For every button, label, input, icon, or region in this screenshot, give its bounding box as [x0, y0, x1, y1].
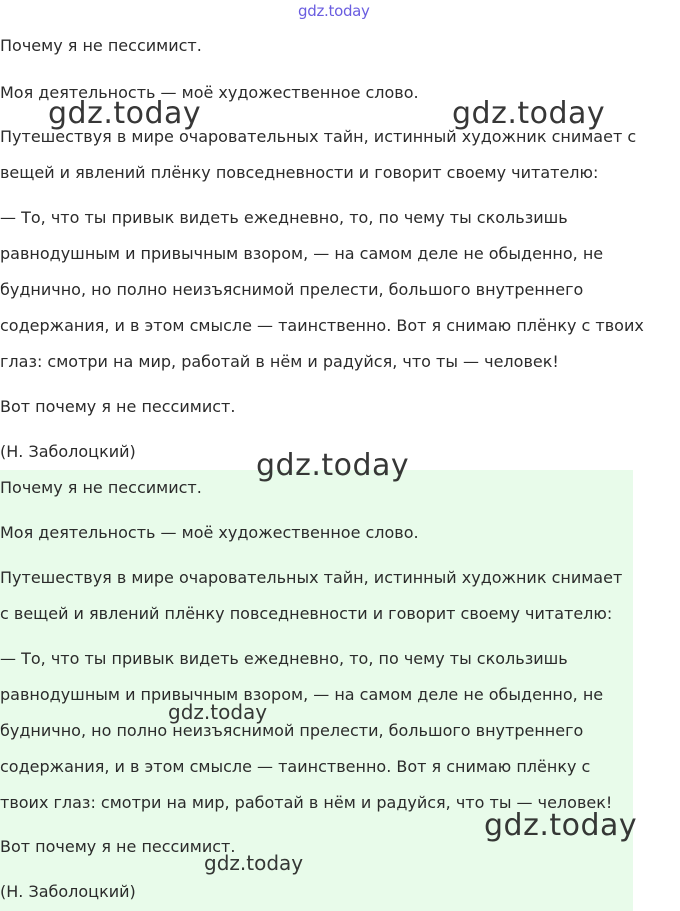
text-line: с вещей и явлений плёнку повседневности и говорит своему читателю: — [0, 604, 613, 623]
text-line: Вот почему я не пессимист. — [0, 837, 236, 856]
watermark: gdz.today — [204, 851, 304, 875]
text-line: буднично, но полно неизъяснимой прелести, большого внутреннего — [0, 280, 584, 299]
text-line: вещей и явлений плёнку повседневности и говорит своему читателю: — [0, 163, 599, 182]
text-line: Вот почему я не пессимист. — [0, 397, 236, 416]
text-line: равнодушным и привычным взором, — на самом деле не обыденно, не — [0, 244, 604, 263]
text-line: глаз: смотри на мир, работай в нём и радуйся, что ты — человек! — [0, 352, 559, 371]
text-line: содержания, и в этом смысле — таинственно. Вот я снимаю плёнку с — [0, 757, 591, 776]
text-line: Моя деятельность — моё художественное слово. — [0, 523, 419, 542]
text-line: Почему я не пессимист. — [0, 478, 202, 497]
text-line: Почему я не пессимист. — [0, 36, 202, 55]
text-line: — То, что ты привык видеть ежедневно, то, по чему ты скользишь — [0, 649, 568, 668]
author-line: (Н. Заболоцкий) — [0, 442, 136, 461]
text-line: содержания, и в этом смысле — таинственно. Вот я снимаю плёнку с твоих — [0, 316, 644, 335]
text-line: Путешествуя в мире очаровательных тайн, истинный художник снимает с — [0, 127, 637, 146]
text-line: равнодушным и привычным взором, — на самом деле не обыденно, не — [0, 685, 604, 704]
text-line: Моя деятельность — моё художественное слово. — [0, 83, 419, 102]
text-line: Путешествуя в мире очаровательных тайн, истинный художник снимает — [0, 568, 623, 587]
author-line: (Н. Заболоцкий) — [0, 882, 136, 901]
text-line: — То, что ты привык видеть ежедневно, то, по чему ты скользишь — [0, 208, 568, 227]
watermark: gdz.today — [256, 448, 410, 483]
watermark: gdz.today — [484, 808, 638, 843]
text-line: буднично, но полно неизъяснимой прелести, большого внутреннего — [0, 721, 584, 740]
watermark: gdz.today — [168, 700, 268, 724]
text-line: твоих глаз: смотри на мир, работай в нём и радуйся, что ты — человек! — [0, 793, 613, 812]
site-mark-top: gdz.today — [298, 2, 370, 20]
watermark: gdz.today — [48, 96, 202, 131]
watermark: gdz.today — [452, 96, 606, 131]
